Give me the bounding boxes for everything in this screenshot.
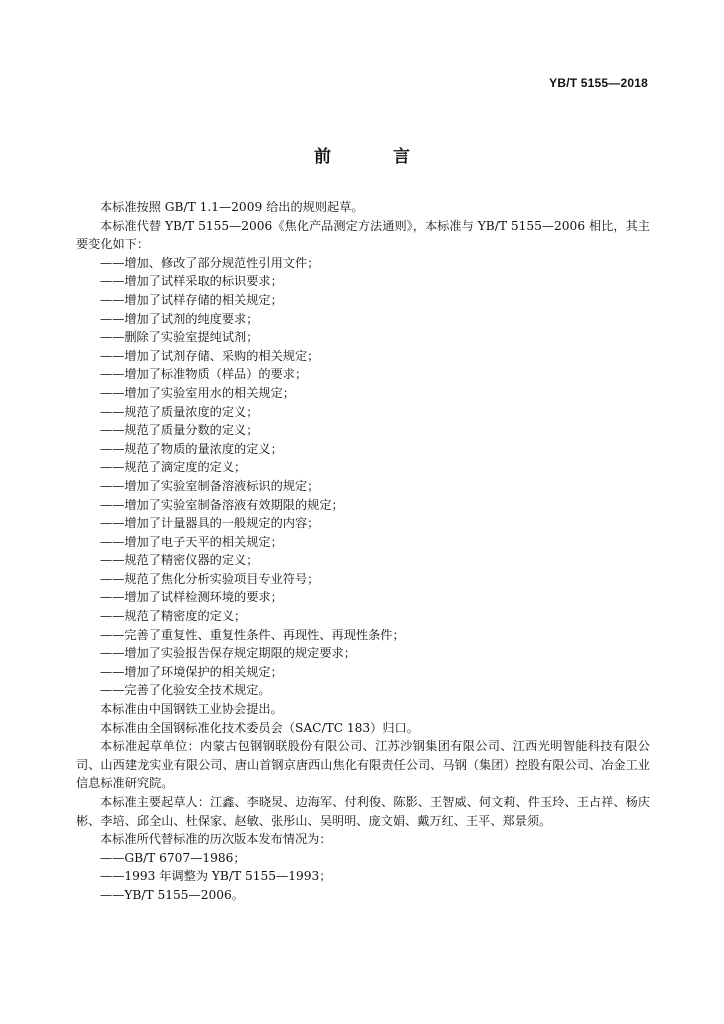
change-item: ——规范了质量浓度的定义；: [100, 404, 259, 419]
history-item: ——YB/T 5155—2006。: [100, 887, 244, 902]
change-item: ——规范了滴定度的定义；: [100, 460, 247, 475]
change-item: ——增加了实验室制备溶液标识的规定；: [100, 478, 320, 493]
change-item: ——增加了试样采取的标识要求；: [100, 274, 283, 289]
change-item: ——增加了实验室制备溶液有效期限的规定；: [100, 497, 344, 512]
history-item: ——1993 年调整为 YB/T 5155—1993；: [100, 869, 332, 884]
page-title: 前 言: [314, 147, 438, 167]
intro-paragraph: 本标准代替 YB/T 5155—2006《焦化产品测定方法通则》，本标准与 YB/T 5155—2006 相比，其主要变化如下：: [76, 218, 650, 252]
change-item: ——增加了标准物质（样品）的要求；: [100, 367, 308, 382]
change-item: ——规范了精密度的定义；: [100, 609, 247, 624]
committee-paragraph: 本标准由全国钢标准化技术委员会（SAC/TC 183）归口。: [100, 720, 419, 735]
change-item: ——增加了试剂存储、采购的相关规定；: [100, 348, 320, 363]
change-item: ——规范了精密仪器的定义；: [100, 553, 259, 568]
change-item: ——增加了实验室用水的相关规定；: [100, 385, 295, 400]
change-item: ——完善了重复性、重复性条件、再现性、再现性条件；: [100, 627, 405, 642]
standard-code: YB/T 5155—2018: [549, 76, 648, 90]
drafters-paragraph: 本标准主要起草人：江鑫、李晓炅、边海军、付利俊、陈影、王智威、何文莉、件玉玲、王占祥、杨庆彬、李培、邱全山、杜保家、赵敏、张彤山、吴明明、庞文娟、戴万红、王平、郑景须。: [76, 795, 650, 828]
history-intro-paragraph: 本标准所代替标准的历次版本发布情况为：: [100, 832, 332, 847]
change-item: ——增加了计量器具的一般规定的内容；: [100, 516, 320, 531]
drafting-units-paragraph: 本标准起草单位：内蒙古包钢钢联股份有限公司、江苏沙钢集团有限公司、江西光明智能科技有限公司、山西建龙实业有限公司、唐山首钢京唐西山焦化有限责任公司、马钢（集团）控股有限公司、冶金工业信息标准研究院。: [76, 739, 650, 791]
change-item: ——规范了质量分数的定义；: [100, 423, 259, 438]
proposer-paragraph: 本标准由中国钢铁工业协会提出。: [100, 702, 283, 717]
history-item: ——GB/T 6707—1986；: [100, 850, 246, 865]
change-item: ——增加了试剂的纯度要求；: [100, 311, 259, 326]
intro-paragraph: 本标准按照 GB/T 1.1—2009 给出的规则起草。: [100, 200, 364, 214]
change-item: ——增加、修改了部分规范性引用文件；: [100, 255, 320, 270]
change-item: ——增加了试样检测环境的要求；: [100, 590, 283, 605]
change-item: ——删除了实验室提纯试剂；: [100, 330, 259, 345]
document-body: [76, 198, 650, 905]
change-item: ——规范了焦化分析实验项目专业符号；: [100, 571, 320, 586]
change-item: ——规范了物质的量浓度的定义；: [100, 441, 283, 456]
change-item: ——增加了电子天平的相关规定；: [100, 534, 283, 549]
change-item: ——完善了化验安全技术规定。: [100, 683, 271, 698]
change-item: ——增加了试样存储的相关规定；: [100, 292, 283, 307]
change-item: ——增加了实验报告保存规定期限的规定要求；: [100, 646, 356, 661]
change-item: ——增加了环境保护的相关规定；: [100, 664, 283, 679]
